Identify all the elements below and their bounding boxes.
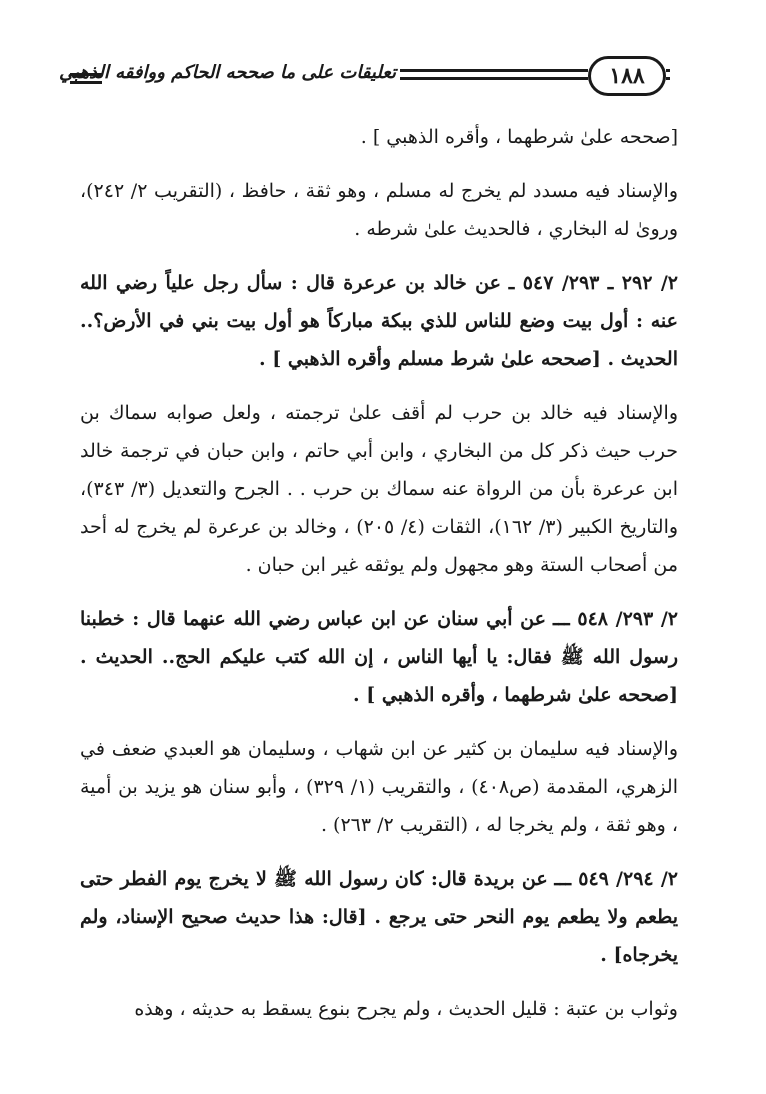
- header-rule-far-right-lower: [666, 77, 670, 80]
- paragraph: [80, 990, 678, 1028]
- hadith-text: عن بريدة قال: كان رسول الله ﷺ لا يخرج يوم الفطر حتى يطعم ولا يطعم يوم النحر حتى يرجع . [قال: هذا حديث صحيح الإسناد، ولم يخرجاه] .: [80, 868, 678, 966]
- hadith-entry: [80, 264, 678, 378]
- paragraph: [80, 394, 678, 584]
- header-rule-right-lower: [400, 77, 588, 80]
- header-rule-far-right: [666, 69, 670, 72]
- running-title: تعليقات على ما صححه الحاكم ووافقه الذهبي: [59, 62, 396, 83]
- page-body: [80, 118, 678, 1044]
- hadith-number: ٢/ ٢٩٣/ ٥٤٨ ـــ: [553, 608, 679, 630]
- paragraph-text: والإسناد فيه خالد بن حرب لم أقف علىٰ ترجمته ، ولعل صوابه سماك بن حرب حيث ذكر كل من البخاري ، وابن أبي حاتم ، وابن حبان في ترجمة خالد ابن عرعرة بأن من الرواة عنه سماك بن حرب . . الجرح والتعديل (٣/ ٣٤٣)، والتاريخ الكبير (٣/ ١٦٢)، الثقات (٤/ ٢٠٥) ، وخالد بن عرعرة لم يخرج له أحد من أصحاب الستة وهو مجهول ولم يوثقه غير ابن حبان .: [80, 402, 679, 576]
- hadith-text: عن أبي سنان عن ابن عباس رضي الله عنهما قال : خطبنا رسول الله ﷺ فقال: يا أيها الناس ، إن الله كتب عليكم الحج.. الحديث . [صححه علىٰ شرطهما ، وأقره الذهبي ] .: [80, 608, 678, 706]
- paragraph: [80, 172, 678, 248]
- hadith-entry: [80, 860, 678, 974]
- page-number: ١٨٨: [588, 56, 666, 96]
- paragraph-text: وثواب بن عتبة : قليل الحديث ، ولم يجرح بنوع يسقط به حديثه ، وهذه: [134, 998, 678, 1020]
- hadith-entry: [80, 600, 678, 714]
- paragraph-text: والإسناد فيه سليمان بن كثير عن ابن شهاب ، وسليمان هو العبدي ضعف في الزهري، المقدمة (ص٤٠٨) ، والتقريب (١/ ٣٢٩) ، وأبو سنان هو يزيد بن أمية ، وهو ثقة ، ولم يخرجا له ، (التقريب ٢/ ٢٦٣) .: [80, 738, 678, 836]
- paragraph: [80, 730, 678, 844]
- header-rule-right: [400, 69, 588, 72]
- paragraph-text: والإسناد فيه مسدد لم يخرج له مسلم ، وهو ثقة ، حافظ ، (التقريب ٢/ ٢٤٢)، وروىٰ له البخاري ، فالحديث علىٰ شرطه .: [80, 180, 678, 240]
- page-header: [59, 56, 670, 100]
- hadith-number: ٢/ ٢٩٢ ـ ٢٩٣/ ٥٤٧ ـ: [508, 272, 678, 294]
- hadith-number: ٢/ ٢٩٤/ ٥٤٩ ـــ: [554, 868, 678, 890]
- hadith-text: عن خالد بن عرعرة قال : سأل رجل علياً رضي الله عنه : أول بيت وضع للناس للذي ببكة مباركاً هو أول بيت بني في الأرض؟.. الحديث . [صححه علىٰ شرط مسلم وأقره الذهبي ] .: [80, 272, 678, 370]
- paragraph: [80, 118, 678, 156]
- paragraph-text: [صححه علىٰ شرطهما ، وأقره الذهبي ] .: [360, 126, 678, 148]
